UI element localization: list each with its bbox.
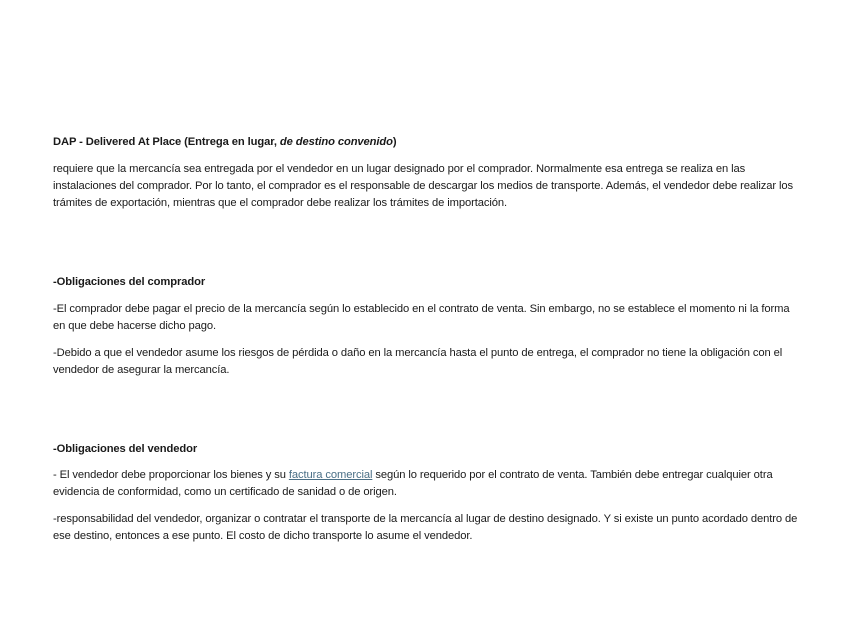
buyer-obligation-item: -El comprador debe pagar el precio de la mercancía según lo establecido en el contrato de venta. Sin embargo, no se establece el momento ni la forma en que debe hacerse dicho pago. [53, 303, 790, 332]
seller-item1-before: - El vendedor debe proporcionar los bienes y su [53, 469, 289, 481]
seller-obligations-heading: -Obligaciones del vendedor [53, 443, 198, 455]
buyer-obligation-item: -Debido a que el vendedor asume los riesgos de pérdida o daño en la mercancía hasta el punto de entrega, el comprador no tiene la obligación con el vendedor de asegurar la mercancía. [53, 347, 783, 376]
factura-comercial-link[interactable]: factura comercial [288, 469, 373, 481]
dap-paragraph: requiere que la mercancía sea entregada por el vendedor en un lugar designado por el comprador. Normalmente esa entrega se realiza en las instalaciones del comprador. Por lo tanto, el comprador es el responsable de descargar los medios de transporte. Además, el vendedor debe realizar los trámites de exportación, mientras que el comprador debe realizar los trámites de importación. [53, 163, 793, 209]
seller-obligation-item: -responsabilidad del vendedor, organizar o contratar el transporte de la mercancía al lugar de destino designado. Y si existe un punto acordado dentro de ese destino, entonces a ese punto. El costo de dicho transporte lo asume el vendedor. [53, 513, 798, 542]
dap-title-suffix: ) [392, 136, 397, 148]
seller-obligation-item [53, 467, 798, 501]
seller-item1-after: según lo requerido por el contrato de venta. También debe entregar cualquier otra evidencia de conformidad, como un certificado de sanidad o de origen. [53, 469, 773, 498]
dap-title-italic: de destino convenido [279, 136, 393, 148]
dap-title [53, 134, 798, 151]
buyer-obligations-heading: -Obligaciones del comprador [53, 276, 206, 288]
dap-title-prefix: DAP - Delivered At Place (Entrega en lugar, [53, 136, 280, 148]
